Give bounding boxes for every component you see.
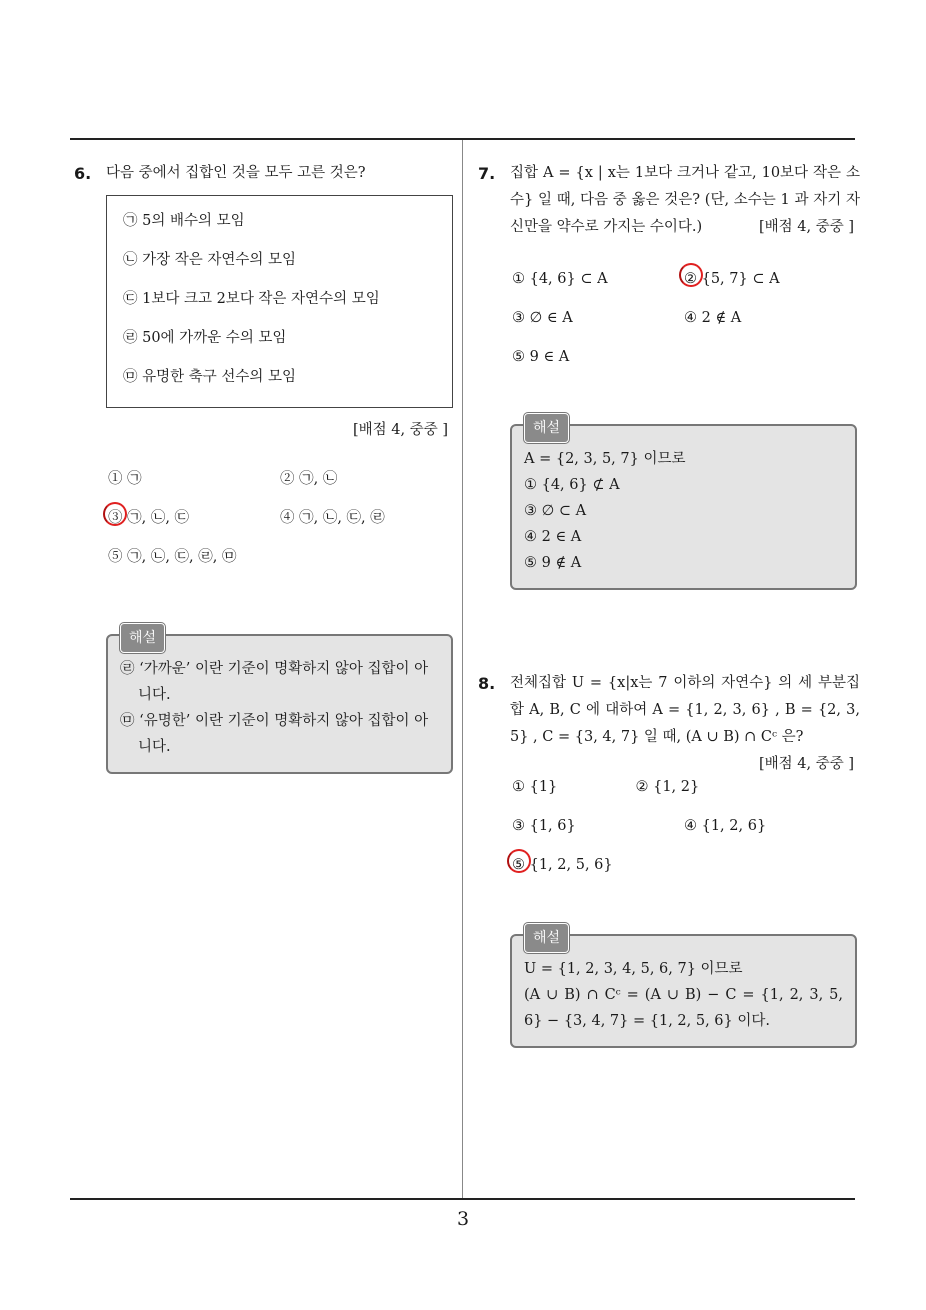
explanation-line: A = {2, 3, 5, 7} 이므로 <box>524 451 686 467</box>
q8-choice-5[interactable] <box>512 853 684 892</box>
choice-mark: ① <box>512 271 525 287</box>
question-7 <box>478 160 860 590</box>
choice-mark: ② <box>684 271 697 287</box>
q7-text: 집합 A = {x | x는 1보다 크거나 같고, 10보다 작은 소수} 일 때, 다음 중 옳은 것은? (단, 소수는 1 과 자기 자신만을 약수로 가지는 수이다.) <box>510 165 860 235</box>
q7-explanation <box>510 420 857 590</box>
q6-item: ㉢ 1보다 크고 2보다 작은 자연수의 모임 <box>123 291 380 307</box>
q7-number: 7. <box>478 164 496 183</box>
q8-explanation <box>510 930 857 1048</box>
choice-mark: ⑤ <box>512 857 525 873</box>
choice-mark: ④ <box>280 510 295 526</box>
explanation-tag: 해설 <box>120 623 165 653</box>
q7-choice-1[interactable] <box>512 267 684 306</box>
choice-mark: ⑤ <box>108 549 123 565</box>
explanation-line: ㉣ ‘가까운’ 이란 기준이 명확하지 않아 집합이 아니다. <box>120 661 429 703</box>
explanation-line: U = {1, 2, 3, 4, 5, 6, 7} 이므로 <box>524 961 743 977</box>
choice-text: {5, 7} ⊂ A <box>701 271 780 287</box>
choice-mark: ④ <box>684 818 697 834</box>
choice-text: 9 ∈ A <box>529 349 570 365</box>
q8-choice-1[interactable] <box>512 775 635 814</box>
q7-text-wrap <box>510 160 860 241</box>
q6-item: ㉠ 5의 배수의 모임 <box>123 213 245 229</box>
q8-text-wrap <box>510 670 860 772</box>
explanation-line: ㉤ ‘유명한’ 이란 기준이 명확하지 않아 집합이 아니다. <box>120 713 429 755</box>
choice-mark: ③ <box>512 818 525 834</box>
q8-choices <box>512 775 857 892</box>
column-divider <box>462 140 463 1200</box>
q7-points: [배점 4, 중중 ] <box>758 219 854 235</box>
bottom-rule <box>70 1198 855 1200</box>
explanation-tag: 해설 <box>524 413 569 443</box>
choice-text: ㉠, ㉡, ㉢ <box>127 510 190 526</box>
answer-circle-mark <box>103 502 127 526</box>
q6-choices <box>108 467 453 584</box>
choice-text: {1, 2, 6} <box>701 818 767 834</box>
q6-points: [배점 4, 중중 ] <box>352 422 448 438</box>
q6-stem <box>74 160 454 187</box>
right-column <box>478 160 860 1048</box>
explanation-tag: 해설 <box>524 923 569 953</box>
q6-number: 6. <box>74 164 92 183</box>
q6-item: ㉣ 50에 가까운 수의 모임 <box>123 330 287 346</box>
q7-choice-4[interactable] <box>684 306 856 345</box>
choice-text: ㉠ <box>127 471 142 487</box>
q6-choice-3[interactable] <box>108 506 280 545</box>
q7-choices <box>512 267 857 384</box>
q8-choice-4[interactable] <box>684 814 856 853</box>
q6-item: ㉤ 유명한 축구 선수의 모임 <box>123 369 297 385</box>
q6-explanation <box>106 630 453 774</box>
explanation-line: ① {4, 6} ⊄ A <box>524 477 620 493</box>
choice-mark: ⑤ <box>512 349 525 365</box>
question-8 <box>478 670 860 1048</box>
q7-stem <box>478 160 860 241</box>
q7-choice-3[interactable] <box>512 306 684 345</box>
choice-text: {1, 2, 5, 6} <box>529 857 613 873</box>
choice-text: {1} <box>529 779 558 795</box>
q7-choice-5[interactable] <box>512 345 684 384</box>
answer-circle-mark <box>679 263 703 287</box>
choice-text: ㉠, ㉡, ㉢, ㉣, ㉤ <box>127 549 237 565</box>
choice-text: ㉠, ㉡ <box>299 471 338 487</box>
q8-stem <box>478 670 860 772</box>
choice-mark: ② <box>635 779 649 795</box>
choice-mark: ② <box>280 471 295 487</box>
q6-choice-5[interactable] <box>108 545 408 584</box>
q7-choice-2[interactable] <box>684 267 856 306</box>
choice-text: 2 ∉ A <box>701 310 742 326</box>
choice-text: {4, 6} ⊂ A <box>529 271 608 287</box>
q6-choice-1[interactable] <box>108 467 280 506</box>
choice-text: ∅ ∈ A <box>529 310 573 326</box>
q8-number: 8. <box>478 674 496 693</box>
question-6 <box>74 160 454 774</box>
choice-text: {1, 2} <box>653 779 700 795</box>
q8-text: 전체집합 U = {x|x는 7 이하의 자연수} 의 세 부분집합 A, B, C 에 대하여 A = {1, 2, 3, 6} , B = {2, 3, 5} , C = {3, 4, 7} 일 때, (A ∪ B) ∩ Cᶜ 은? <box>510 675 860 745</box>
q8-choice-3[interactable] <box>512 814 684 853</box>
q6-choice-4[interactable] <box>280 506 452 545</box>
explanation-line: ③ ∅ ⊂ A <box>524 503 587 519</box>
q6-choice-2[interactable] <box>280 467 452 506</box>
q8-points: [배점 4, 중중 ] <box>758 756 854 772</box>
choice-mark: ① <box>108 471 123 487</box>
choice-mark: ① <box>512 779 525 795</box>
page-number: 3 <box>456 1208 470 1230</box>
choice-text: ㉠, ㉡, ㉢, ㉣ <box>299 510 385 526</box>
q8-choice-2[interactable] <box>635 775 758 814</box>
answer-circle-mark <box>507 849 531 873</box>
choice-text: {1, 6} <box>529 818 576 834</box>
choice-mark: ③ <box>108 510 123 526</box>
explanation-line: ④ 2 ∈ A <box>524 529 582 545</box>
explanation-line: ⑤ 9 ∉ A <box>524 555 582 571</box>
q6-item: ㉡ 가장 작은 자연수의 모임 <box>123 252 297 268</box>
choice-mark: ③ <box>512 310 525 326</box>
q6-text: 다음 중에서 집합인 것을 모두 고른 것은? <box>106 165 366 181</box>
explanation-line: (A ∪ B) ∩ Cᶜ = (A ∪ B) − C = {1, 2, 3, 5, 6} − {3, 4, 7} = {1, 2, 5, 6} 이다. <box>524 987 843 1029</box>
q6-condition-box <box>106 195 453 408</box>
choice-mark: ④ <box>684 310 697 326</box>
